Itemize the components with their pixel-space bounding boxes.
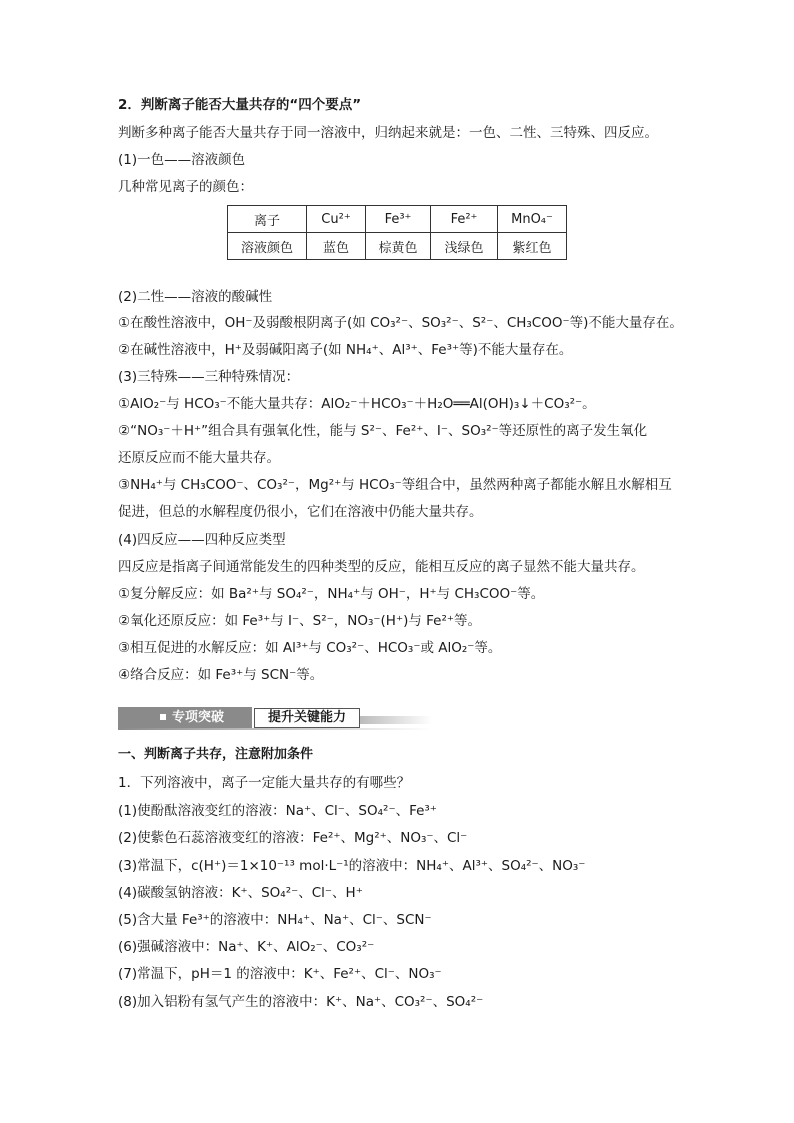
list-item: (7)常温下，pH＝1 的溶液中：K⁺、Fe²⁺、Cl⁻、NO₃⁻ [118, 966, 442, 982]
banner-gradient [360, 716, 432, 724]
list-item: (6)强碱溶液中：Na⁺、K⁺、AlO₂⁻、CO₃²⁻ [118, 939, 375, 955]
ion-color-table [227, 205, 567, 260]
list-item: (4)碳酸氢钠溶液：K⁺、SO₄²⁻、Cl⁻、H⁺ [118, 885, 363, 901]
table-cell: 棕黄色 [366, 233, 431, 260]
list-item: (2)使紫色石蕊溶液变红的溶液：Fe²⁺、Mg²⁺、NO₃⁻、Cl⁻ [118, 830, 468, 846]
special-rule-3a: ③NH₄⁺与 CH₃COO⁻、CO₃²⁻，Mg²⁺与 HCO₃⁻等组合中，虽然两种离子都能水解且水解相互 [118, 477, 672, 493]
acid-rule-1: ①在酸性溶液中，OH⁻及弱酸根阴离子(如 CO₃²⁻、SO₃²⁻、S²⁻、CH₃COO⁻等)不能大量存在。 [118, 315, 683, 331]
table-row [228, 233, 567, 260]
table-cell: Fe³⁺ [366, 206, 431, 233]
special-title: (3)三特殊——三种特殊情况： [118, 369, 300, 385]
react-intro: 四反应是指离子间通常能发生的四种类型的反应，能相互反应的离子显然不能大量共存。 [118, 559, 645, 575]
special-rule-1: ①AlO₂⁻与 HCO₃⁻不能大量共存：AlO₂⁻＋HCO₃⁻＋H₂O══Al(OH)₃↓＋CO₃²⁻。 [118, 396, 596, 412]
react-rule-2: ②氧化还原反应：如 Fe³⁺与 I⁻、S²⁻，NO₃⁻(H⁺)与 Fe²⁺等。 [118, 613, 482, 629]
table-header-row [228, 206, 567, 233]
react-rule-1: ①复分解反应：如 Ba²⁺与 SO₄²⁻，NH₄⁺与 OH⁻，H⁺与 CH₃COO⁻等。 [118, 586, 545, 602]
special-rule-2a: ②“NO₃⁻＋H⁺”组合具有强氧化性，能与 S²⁻、Fe²⁺、I⁻、SO₃²⁻等还原性的离子发生氧化 [118, 423, 648, 439]
list-item: (3)常温下，c(H⁺)＝1×10⁻¹³ mol·L⁻¹的溶液中：NH₄⁺、Al³⁺、SO₄²⁻、NO₃⁻ [118, 858, 586, 874]
banner-box-label: 提升关键能力 [254, 708, 360, 728]
section-heading: 2．判断离子能否大量共存的“四个要点” [118, 97, 362, 113]
react-title: (4)四反应——四种反应类型 [118, 532, 286, 548]
banner-dark-label [118, 707, 252, 729]
table-cell: MnO₄⁻ [498, 206, 567, 233]
section-banner [118, 707, 432, 729]
table-cell: 溶液颜色 [228, 233, 307, 260]
square-bullet-icon [160, 714, 166, 720]
table-cell: Fe²⁺ [431, 206, 498, 233]
react-rule-4: ④络合反应：如 Fe³⁺与 SCN⁻等。 [118, 667, 324, 683]
section-intro: 判断多种离子能否大量共存于同一溶液中，归纳起来就是：一色、二性、三特殊、四反应。 [118, 125, 658, 141]
special-rule-2b: 还原反应而不能大量共存。 [118, 450, 280, 466]
table-cell: Cu²⁺ [307, 206, 366, 233]
acid-rule-2: ②在碱性溶液中，H⁺及弱碱阳离子(如 NH₄⁺、Al³⁺、Fe³⁺等)不能大量存在。 [118, 342, 573, 358]
special-rule-3b: 促进，但总的水解程度仍很小，它们在溶液中仍能大量共存。 [118, 504, 483, 520]
table-cell: 浅绿色 [431, 233, 498, 260]
list-item: (5)含大量 Fe³⁺的溶液中：NH₄⁺、Na⁺、Cl⁻、SCN⁻ [118, 912, 432, 928]
practice-part-title: 一、判断离子共存，注意附加条件 [118, 747, 314, 762]
banner-dark-text: 专项突破 [172, 710, 225, 725]
table-cell: 蓝色 [307, 233, 366, 260]
practice-question: 1．下列溶液中，离子一定能大量共存的有哪些？ [118, 775, 411, 791]
react-rule-3: ③相互促进的水解反应：如 Al³⁺与 CO₃²⁻、HCO₃⁻或 AlO₂⁻等。 [118, 640, 502, 656]
list-item: (8)加入铝粉有氢气产生的溶液中：K⁺、Na⁺、CO₃²⁻、SO₄²⁻ [118, 994, 484, 1010]
banner-underline [118, 728, 432, 730]
table-cell: 紫红色 [498, 233, 567, 260]
color-intro: 几种常见离子的颜色： [118, 179, 253, 195]
color-title: (1)一色——溶液颜色 [118, 152, 246, 168]
list-item: (1)使酚酞溶液变红的溶液：Na⁺、Cl⁻、SO₄²⁻、Fe³⁺ [118, 803, 437, 819]
table-cell: 离子 [228, 206, 307, 233]
acid-title: (2)二性——溶液的酸碱性 [118, 289, 273, 305]
